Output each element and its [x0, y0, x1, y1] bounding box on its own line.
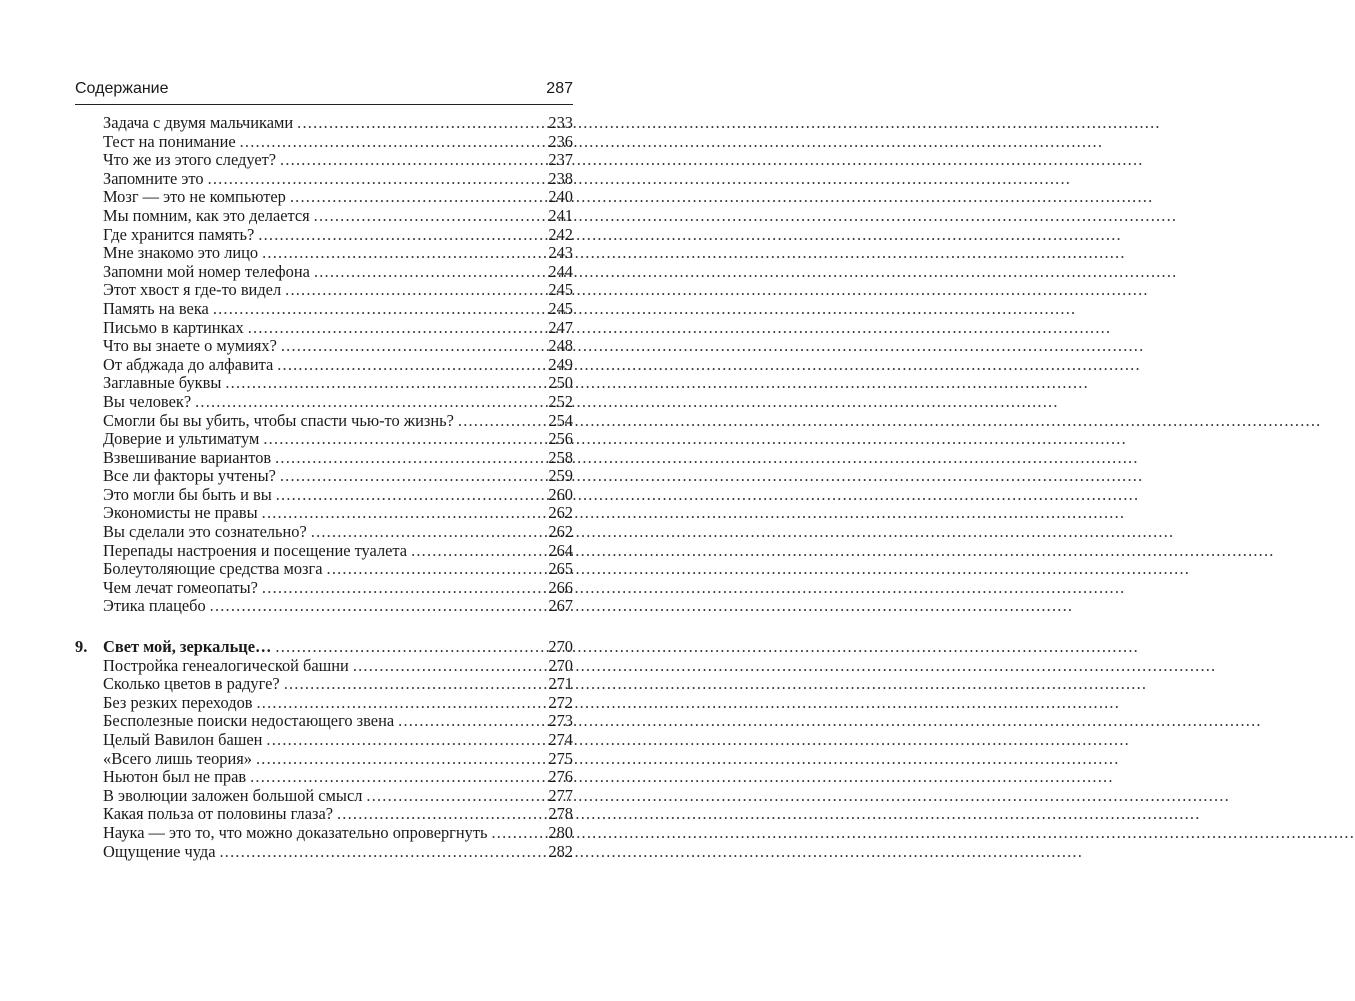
toc-entry: [75, 504, 573, 523]
dot-leader: [225, 374, 544, 393]
toc-entry: [75, 207, 573, 226]
dot-leader: [213, 300, 545, 319]
toc-entry-page: 242: [548, 224, 573, 244]
toc-entry: [75, 523, 573, 542]
toc-entry: [75, 843, 573, 862]
toc-entry: [75, 467, 573, 486]
toc-entry-title: Мы помним, как это делается: [103, 205, 310, 225]
toc-entry: [75, 188, 573, 207]
toc-entry-title: Задача с двумя мальчиками: [103, 113, 294, 132]
toc-entry-title: Постройка генеалогической башни: [103, 655, 349, 675]
toc-entry-page: 243: [548, 243, 573, 263]
dot-leader: [275, 638, 544, 657]
toc-entry-title: Ньютон был не прав: [103, 767, 247, 787]
toc-entry: [75, 824, 573, 843]
toc-entry-page: 262: [548, 522, 573, 542]
toc-entry-page: 260: [548, 484, 573, 504]
toc-entry-page: 233: [548, 113, 573, 132]
toc-entry-title: Бесполезные поиски недостающего звена: [103, 711, 395, 731]
toc-entry-page: 271: [548, 674, 573, 694]
toc-entry-page: 241: [548, 205, 573, 225]
toc-entry-title: Чем лечат гомеопаты?: [103, 577, 258, 597]
toc-entry: [75, 694, 573, 713]
dot-leader: [411, 542, 544, 561]
toc-entry-title: Запомните это: [103, 168, 204, 188]
toc-entry-page: 237: [548, 150, 573, 170]
dot-leader: [492, 824, 545, 843]
toc-entry: [75, 356, 573, 375]
toc-section: [75, 638, 573, 861]
toc-entry-title: Что же из этого следует?: [103, 150, 277, 170]
toc-entry: [75, 244, 573, 263]
dot-leader: [314, 263, 544, 282]
toc-entry-page: 275: [548, 748, 573, 768]
dot-leader: [280, 151, 544, 170]
table-of-contents: [75, 114, 573, 861]
toc-entry-page: 247: [548, 317, 573, 337]
toc-entry-title: «Всего лишь теория»: [103, 748, 252, 768]
dot-leader: [257, 694, 545, 713]
toc-entry-title: В эволюции заложен большой смысл: [103, 785, 363, 805]
toc-entry-page: 272: [548, 692, 573, 712]
toc-entry-page: 238: [548, 168, 573, 188]
toc-entry-page: 256: [548, 429, 573, 449]
dot-leader: [275, 449, 544, 468]
toc-entry-title: Все ли факторы учтены?: [103, 466, 276, 486]
dot-leader: [314, 207, 545, 226]
dot-leader: [256, 750, 544, 769]
toc-entry: [75, 300, 573, 319]
dot-leader: [262, 504, 545, 523]
dot-leader: [311, 523, 545, 542]
dot-leader: [266, 731, 544, 750]
dot-leader: [250, 768, 544, 787]
toc-entry: [75, 449, 573, 468]
toc-entry-title: Взвешивание вариантов: [103, 447, 272, 467]
toc-entry-page: 244: [548, 261, 573, 281]
dot-leader: [285, 281, 544, 300]
toc-entry-title: Что вы знаете о мумиях?: [103, 336, 277, 356]
toc-entry: [75, 486, 573, 505]
dot-leader: [327, 560, 545, 579]
dot-leader: [220, 843, 545, 862]
dot-leader: [263, 430, 544, 449]
dot-leader: [210, 597, 545, 616]
toc-entry: [75, 560, 573, 579]
toc-entry: [75, 805, 573, 824]
toc-entry: [75, 263, 573, 282]
dot-leader: [337, 805, 544, 824]
dot-leader: [208, 170, 545, 189]
toc-entry-page: 266: [548, 577, 573, 597]
dot-leader: [240, 133, 545, 152]
dot-leader: [195, 393, 544, 412]
dot-leader: [281, 337, 545, 356]
toc-entry-page: 258: [548, 447, 573, 467]
toc-entry-title: Где хранится память?: [103, 224, 255, 244]
toc-entry-page: 280: [548, 822, 573, 842]
chapter-title: Свет мой, зеркальце…: [103, 637, 272, 657]
toc-chapter-heading: [75, 638, 573, 657]
dot-leader: [290, 188, 545, 207]
toc-entry: [75, 337, 573, 356]
toc-entry-page: 248: [548, 336, 573, 356]
dot-leader: [262, 244, 544, 263]
chapter-page: 270: [548, 637, 573, 657]
toc-entry-page: 273: [548, 711, 573, 731]
toc-entry-page: 245: [548, 298, 573, 318]
toc-entry-title: Это могли бы быть и вы: [103, 484, 272, 504]
toc-entry-page: 276: [548, 767, 573, 787]
toc-entry-title: Какая польза от половины глаза?: [103, 804, 333, 824]
toc-entry-page: 278: [548, 804, 573, 824]
toc-entry: [75, 170, 573, 189]
toc-entry-title: Мне знакомо это лицо: [103, 243, 259, 263]
toc-entry: [75, 430, 573, 449]
dot-leader: [458, 412, 545, 431]
dot-leader: [258, 226, 544, 245]
toc-entry-page: 265: [548, 559, 573, 579]
toc-entry-title: Экономисты не правы: [103, 503, 258, 523]
toc-section: [75, 114, 573, 616]
running-head: [75, 78, 573, 102]
dot-leader: [366, 787, 544, 806]
dot-leader: [280, 467, 545, 486]
toc-entry: [75, 133, 573, 152]
toc-entry-title: Сколько цветов в радуге?: [103, 674, 280, 694]
dot-leader: [277, 356, 544, 375]
toc-entry: [75, 393, 573, 412]
toc-entry-title: Перепады настроения и посещение туалета: [103, 540, 408, 560]
toc-entry: [75, 151, 573, 170]
toc-entry-title: Болеутоляющие средства мозга: [103, 559, 323, 579]
toc-entry-page: 262: [548, 503, 573, 523]
toc-entry: [75, 675, 573, 694]
toc-entry: [75, 712, 573, 731]
toc-entry: [75, 281, 573, 300]
dot-leader: [297, 114, 544, 133]
toc-entry-page: 259: [548, 466, 573, 486]
toc-entry: [75, 750, 573, 769]
toc-entry: [75, 542, 573, 561]
dot-leader: [276, 486, 545, 505]
toc-entry: [75, 412, 573, 431]
toc-entry: [75, 319, 573, 338]
toc-entry: [75, 731, 573, 750]
toc-entry: [75, 768, 573, 787]
toc-entry: [75, 114, 573, 133]
dot-leader: [262, 579, 544, 598]
toc-entry-title: Мозг — это не компьютер: [103, 187, 286, 207]
toc-entry-page: 236: [548, 131, 573, 151]
toc-entry-title: Целый Вавилон башен: [103, 730, 263, 749]
toc-entry-title: Вы человек?: [103, 391, 192, 411]
toc-entry-page: 282: [548, 841, 573, 861]
toc-entry-page: 267: [548, 596, 573, 616]
toc-entry: [75, 657, 573, 676]
toc-entry-title: Наука — это то, что можно доказательно опровергнуть: [103, 822, 488, 842]
toc-entry: [75, 374, 573, 393]
toc-entry-title: Память на века: [103, 298, 209, 318]
toc-entry-page: 277: [548, 785, 573, 805]
toc-entry: [75, 226, 573, 245]
toc-entry-title: Заглавные буквы: [103, 373, 222, 393]
toc-entry-title: Смогли бы вы убить, чтобы спасти чью-то жизнь?: [103, 410, 454, 430]
toc-entry-title: Запомни мой номер телефона: [103, 261, 310, 281]
dot-leader: [284, 675, 545, 694]
page-number: 287: [546, 80, 573, 97]
toc-entry-title: Этика плацебо: [103, 596, 206, 616]
toc-entry-title: Доверие и ультиматум: [103, 429, 260, 449]
toc-entry-page: 245: [548, 280, 573, 300]
toc-entry-title: Тест на понимание: [103, 131, 236, 151]
chapter-number: 9.: [75, 637, 88, 657]
toc-entry-page: 254: [548, 410, 573, 430]
dot-leader: [398, 712, 544, 731]
toc-entry-title: Письмо в картинках: [103, 317, 244, 337]
toc-entry-title: Ощущение чуда: [103, 841, 216, 861]
dot-leader: [248, 319, 545, 338]
toc-entry-page: 270: [548, 655, 573, 675]
toc-entry: [75, 579, 573, 598]
toc-entry-page: 240: [548, 187, 573, 207]
toc-entry-page: 252: [548, 391, 573, 411]
toc-entry-page: 264: [548, 540, 573, 560]
toc-entry: [75, 597, 573, 616]
toc-entry-page: 250: [548, 373, 573, 393]
toc-entry-title: От абджада до алфавита: [103, 354, 274, 374]
header-rule: [75, 104, 573, 105]
toc-entry: [75, 787, 573, 806]
toc-entry-page: 274: [548, 730, 573, 749]
dot-leader: [353, 657, 545, 676]
toc-entry-title: Без резких переходов: [103, 692, 253, 712]
running-head-title: Содержание: [75, 80, 169, 97]
toc-entry-page: 249: [548, 354, 573, 374]
toc-entry-title: Этот хвост я где-то видел: [103, 280, 282, 300]
toc-entry-title: Вы сделали это сознательно?: [103, 522, 307, 542]
